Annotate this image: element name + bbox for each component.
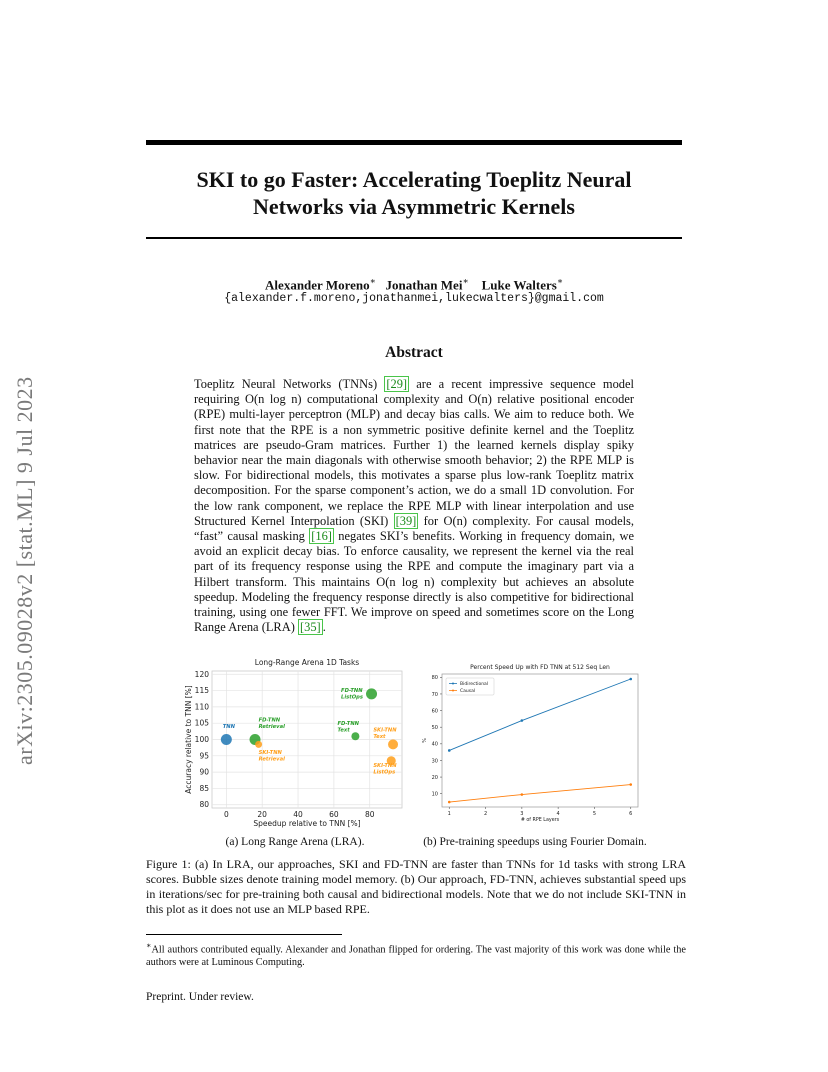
x-tick-label: 60 [329, 810, 339, 819]
author-name: Luke Walters [481, 277, 557, 293]
y-tick-label: 30 [431, 758, 438, 765]
x-tick-label: 1 [447, 811, 451, 817]
x-tick-label: 3 [520, 811, 524, 817]
title-line-1: SKI to go Faster: Accelerating Toeplitz Neural [196, 167, 632, 192]
point-annotation: SKI-TNN [258, 750, 282, 757]
figure-b-caption: (b) Pre-training speedups using Fourier Domain. [423, 836, 647, 848]
y-tick-label: 115 [194, 686, 209, 696]
title-bottom-rule [146, 237, 682, 239]
x-axis-label: Speedup relative to TNN [%] [253, 819, 361, 828]
point-annotation: FD-TNN [337, 720, 360, 727]
y-tick-label: 40 [431, 741, 438, 748]
arxiv-identifier: arXiv:2305.09028v2 [stat.ML] 9 Jul 2023 [12, 376, 37, 765]
y-tick-label: 120 [194, 669, 209, 679]
y-tick-label: 90 [199, 767, 209, 777]
point-annotation: ListOps [341, 694, 363, 701]
figure-b [420, 660, 645, 825]
citation-link[interactable]: [29] [386, 377, 408, 391]
citation-link[interactable]: [39] [395, 513, 417, 528]
point-annotation: Retrieval [258, 724, 285, 731]
footnote-mark: ∗ [146, 941, 152, 950]
point-annotation: SKI-TNN [373, 763, 397, 770]
figure-a-caption: (a) Long Range Arena (LRA). [225, 836, 365, 848]
author-list [146, 276, 682, 293]
abstract-heading: Abstract [385, 344, 443, 361]
y-tick-label: 80 [431, 675, 438, 682]
abstract-text: negates SKI’s benefits. Working in frequency domain, we avoid an explicit decay bias. To enforce causality, we represent the kernel via the real part of its frequency response using the RPE and compute the imaginary part via a Hilbert transform. This maintains O(n log n) complexity but achieves an absolute speedup. Modeling the frequency response directly is also competitive for bidirectional training, using one fewer FFT. We improve on speed and sometimes score on the Long Range Arena (LRA) [194, 529, 634, 635]
legend-marker [452, 683, 454, 685]
figure-caption: Figure 1: (a) In LRA, our approaches, SKI and FD-TNN are faster than TNNs for 1d tasks with strong LRA scores. Bubble sizes denote training model memory. (b) Our approach, FD-TNN, achieves substantial speed ups in iterations/sec for pre-training both causal and bidirectional models. Note that we do not include SKI-TNN in this plot as it does not use an MLP based RPE. [146, 857, 686, 916]
footnote [146, 939, 686, 969]
x-tick-label: 40 [293, 810, 303, 819]
point-annotation: Retrieval [258, 756, 285, 763]
abstract-body [194, 377, 634, 635]
point-annotation: Text [373, 733, 386, 740]
preprint-notice: Preprint. Under review. [146, 991, 254, 1003]
footnote-text: All authors contributed equally. Alexander and Jonathan flipped for ordering. The vast majority of this work was done while the authors were at Luminous Computing. [146, 944, 686, 969]
author-name: Jonathan Mei [385, 277, 463, 293]
x-tick-label: 5 [592, 811, 597, 817]
y-tick-label: 10 [431, 791, 438, 798]
point-annotation: ListOps [373, 769, 396, 776]
footnote-rule [146, 934, 342, 935]
data-point [366, 688, 377, 699]
y-tick-label: 60 [431, 708, 438, 715]
x-tick-label: 80 [364, 810, 375, 819]
y-tick-label: 105 [194, 718, 209, 728]
paper-title [146, 166, 682, 220]
point-annotation: Text [337, 727, 350, 734]
series-marker [448, 801, 451, 804]
chart-title: Long-Range Arena 1D Tasks [254, 658, 360, 667]
chart-title: Percent Speed Up with FD TNN at 512 Seq Len [470, 664, 610, 671]
series-marker [448, 749, 451, 752]
citation-link[interactable]: [16] [311, 529, 332, 544]
point-annotation: FD-TNN [258, 717, 281, 724]
y-tick-label: 95 [199, 751, 209, 761]
speedup-line-chart [420, 660, 645, 825]
title-line-2: Networks via Asymmetric Kernels [253, 194, 575, 219]
x-tick-label: 20 [257, 810, 267, 819]
y-axis-label: % [422, 738, 428, 743]
y-tick-label: 20 [431, 774, 438, 781]
y-tick-label: 80 [199, 800, 209, 810]
data-point [221, 734, 232, 745]
author-mark: ∗ [369, 276, 376, 286]
author-mark: ∗ [462, 276, 469, 286]
y-tick-label: 50 [431, 725, 438, 731]
legend-marker [452, 690, 454, 692]
y-axis-label: Accuracy relative to TNN [%] [184, 685, 193, 794]
x-tick-label: 0 [223, 810, 229, 819]
lra-scatter-chart [180, 655, 410, 830]
y-tick-label: 70 [431, 691, 438, 698]
series-marker [521, 719, 524, 722]
x-tick-label: 2 [483, 811, 488, 817]
legend-entry: Causal [460, 689, 476, 695]
point-annotation: TNN [222, 724, 235, 731]
abstract-text: are a recent impressive sequence model requiring O(n log n) computational complexity and O(n) relative positional encoder (RPE) multi-layer perceptron (MLP) and decay bias calls. We aim to reduce both. We first note that the RPE is a non symmetric positive definite kernel and the Toeplitz matrices are pseudo-Gram matrices. Further 1) the learned kernels display spiky behavior near the main diagonals with otherwise smooth behavior; 2) the RPE MLP is slow. For bidirectional models, this motivates a sparse plus low-rank Toeplitz matrix decomposition. For the sparse component’s action, we do a small 1D convolution. For the low rank component, we replace the RPE MLP with linear interpolation and use Structured Kernel Interpolation (SKI) [194, 377, 634, 528]
title-top-rule [146, 140, 682, 145]
figure-a [180, 655, 410, 830]
abstract-text: . [322, 620, 326, 635]
series-marker [629, 783, 632, 786]
point-annotation: FD-TNN [341, 688, 363, 695]
series-marker [629, 678, 632, 681]
x-tick-label: 4 [556, 811, 560, 817]
x-axis-label: # of RPE Layers [520, 818, 560, 823]
y-tick-label: 85 [199, 783, 209, 793]
abstract-text: Toeplitz Neural Networks (TNNs) [194, 377, 385, 391]
data-point [388, 739, 398, 749]
citation-link[interactable]: [35] [299, 620, 321, 635]
y-tick-label: 100 [194, 735, 209, 744]
abstract-text: for O(n) complexity. For causal models, “fast” causal masking [194, 513, 634, 544]
point-annotation: SKI-TNN [373, 727, 397, 734]
author-emails: {alexander.f.moreno,jonathanmei,lukecwalters}@gmail.com [224, 292, 604, 305]
data-point [351, 732, 359, 740]
y-tick-label: 110 [194, 702, 209, 712]
series-marker [521, 793, 524, 796]
data-point [255, 741, 262, 748]
legend-entry: Bidirectional [460, 682, 489, 688]
author-name: Alexander Moreno [265, 277, 370, 293]
author-mark: ∗ [556, 276, 563, 286]
x-tick-label: 6 [629, 811, 633, 817]
